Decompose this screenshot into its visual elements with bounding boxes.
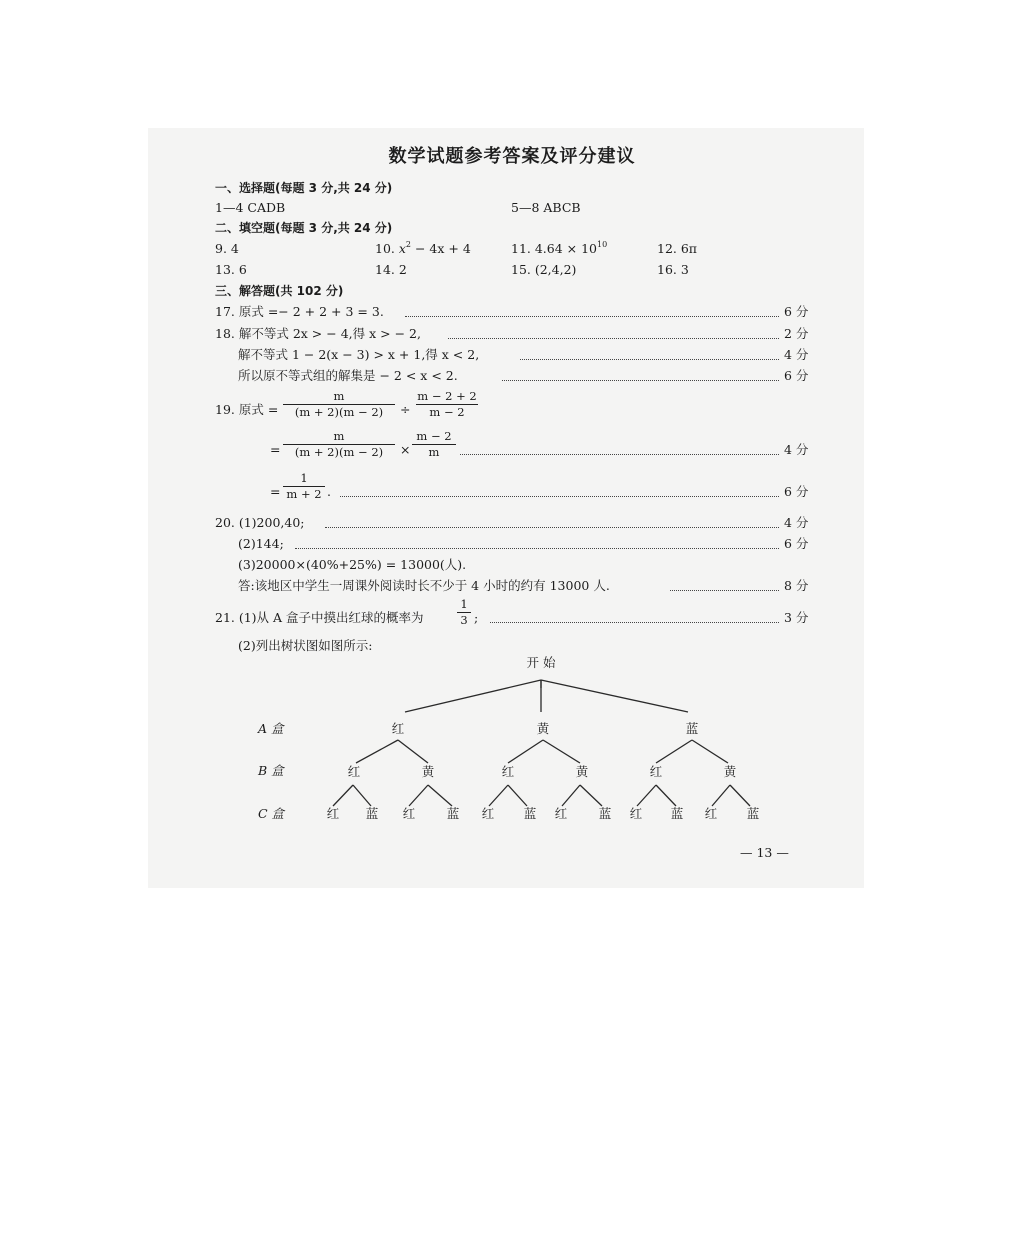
choice-answers-1-4: 1—4 CADB bbox=[215, 200, 286, 215]
solution-18a: 18. 解不等式 2x > − 4,得 x > − 2, bbox=[215, 326, 421, 341]
fill-answer-10: 10. $x^2 - 4x + 4$ bbox=[375, 240, 471, 256]
tree-node: 红 bbox=[347, 764, 361, 779]
row-label-b: B 盒 bbox=[258, 763, 284, 778]
section-heading-fill: 二、填空题(每题 3 分,共 24 分) bbox=[215, 221, 393, 235]
score-19: 6 分 bbox=[784, 484, 809, 499]
tree-leaf: 红 bbox=[481, 806, 495, 821]
solution-20-1: 20. (1)200,40; bbox=[215, 515, 305, 530]
row-label-c: C 盒 bbox=[258, 806, 285, 821]
score-21-1: 3 分 bbox=[784, 610, 809, 625]
fill-answer-15: 15. (2,4,2) bbox=[511, 262, 577, 277]
fill-answer-9: 9. 4 bbox=[215, 241, 239, 256]
score-20-1: 4 分 bbox=[784, 515, 809, 530]
semicolon: ; bbox=[474, 610, 479, 625]
tree-leaf: 红 bbox=[326, 806, 340, 821]
divide-sign: ÷ bbox=[400, 402, 411, 417]
page-number: — 13 — bbox=[740, 845, 789, 860]
score-20-2: 6 分 bbox=[784, 536, 809, 551]
tree-node: 黄 bbox=[575, 764, 589, 779]
fill-answer-13: 13. 6 bbox=[215, 262, 247, 277]
score-19-mid: 4 分 bbox=[784, 442, 809, 457]
solution-18c: 所以原不等式组的解集是 − 2 < x < 2. bbox=[238, 368, 458, 383]
tree-node: 黄 bbox=[421, 764, 435, 779]
fill-answer-12: 12. 6π bbox=[657, 241, 698, 256]
tree-node: 红 bbox=[501, 764, 515, 779]
solution-20-2: (2)144; bbox=[238, 536, 284, 551]
solution-21-1: 21. (1)从 A 盒子中摸出红球的概率为 bbox=[215, 610, 424, 625]
tree-leaf: 红 bbox=[704, 806, 718, 821]
period: . bbox=[327, 484, 331, 499]
solution-19-label: 19. 原式 = bbox=[215, 402, 279, 417]
fill-answer-16: 16. 3 bbox=[657, 262, 689, 277]
section-heading-solutions: 三、解答题(共 102 分) bbox=[215, 284, 344, 298]
fraction-19-5: $\frac{1}{m + 2}$ bbox=[283, 471, 325, 502]
tree-node: 红 bbox=[391, 721, 405, 736]
solution-20-3: (3)20000×(40%+25%) = 13000(人). bbox=[238, 557, 467, 572]
tree-leaf: 蓝 bbox=[746, 806, 760, 821]
choice-answers-5-8: 5—8 ABCB bbox=[511, 200, 581, 215]
tree-leaf: 蓝 bbox=[598, 806, 612, 821]
section-heading-choice: 一、选择题(每题 3 分,共 24 分) bbox=[215, 181, 393, 195]
tree-node: 黄 bbox=[536, 721, 550, 736]
solution-21-2: (2)列出树状图如图所示: bbox=[238, 638, 373, 653]
fraction-21: $\frac{1}{3}$ bbox=[457, 597, 471, 628]
page-title: 数学试题参考答案及评分建议 bbox=[388, 146, 636, 167]
tree-leaf: 蓝 bbox=[446, 806, 460, 821]
solution-17: 17. 原式 =− 2 + 2 + 3 = 3. bbox=[215, 304, 384, 319]
fraction-19-3: $\frac{m}{(m + 2)(m - 2)}$ bbox=[283, 429, 395, 460]
tree-leaf: 蓝 bbox=[365, 806, 379, 821]
score-17: 6 分 bbox=[784, 304, 809, 319]
score-18a: 2 分 bbox=[784, 326, 809, 341]
tree-leaf: 红 bbox=[629, 806, 643, 821]
tree-node: 黄 bbox=[723, 764, 737, 779]
fill-answer-11: 11. $4.64 \times 10^{10}$ bbox=[511, 240, 608, 256]
score-18b: 4 分 bbox=[784, 347, 809, 362]
fill-answer-14: 14. 2 bbox=[375, 262, 407, 277]
fraction-19-4: $\frac{m - 2}{m}$ bbox=[412, 429, 456, 460]
tree-leaf: 蓝 bbox=[670, 806, 684, 821]
solution-20-answer: 答:该地区中学生一周课外阅读时长不少于 4 小时的约有 13000 人. bbox=[238, 578, 610, 593]
tree-leaf: 红 bbox=[554, 806, 568, 821]
tree-root: 开 始 bbox=[526, 655, 556, 670]
score-18c: 6 分 bbox=[784, 368, 809, 383]
equals-sign: = bbox=[270, 484, 281, 499]
equals-sign: = bbox=[270, 442, 281, 457]
tree-node: 蓝 bbox=[685, 721, 699, 736]
tree-leaf: 蓝 bbox=[523, 806, 537, 821]
fraction-19-1: $\frac{m}{(m + 2)(m - 2)}$ bbox=[283, 389, 395, 420]
score-20-answer: 8 分 bbox=[784, 578, 809, 593]
tree-node: 红 bbox=[649, 764, 663, 779]
solution-18b: 解不等式 1 − 2(x − 3) > x + 1,得 x < 2, bbox=[238, 347, 480, 362]
tree-leaf: 红 bbox=[402, 806, 416, 821]
times-sign: × bbox=[400, 442, 411, 457]
fraction-19-2: $\frac{m - 2 + 2}{m - 2}$ bbox=[417, 389, 477, 419]
row-label-a: A 盒 bbox=[258, 721, 284, 736]
